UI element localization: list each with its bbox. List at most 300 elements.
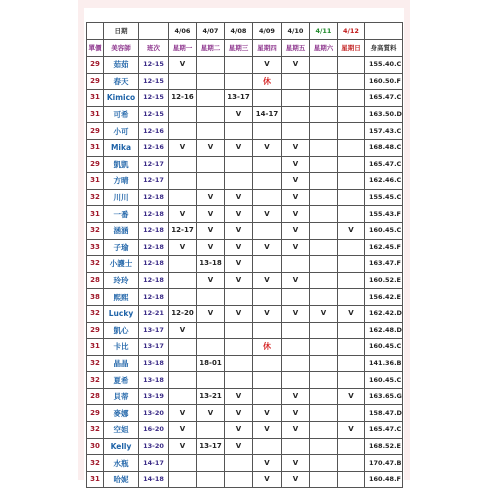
shift-cell: 13-18 (139, 355, 169, 372)
table-row (87, 305, 403, 322)
name-cell: 川川 (104, 189, 139, 206)
day-cell: V (225, 422, 253, 439)
name-cell: 春天 (104, 73, 139, 90)
table-row (87, 222, 403, 239)
day-cell (338, 73, 365, 90)
day-cell (282, 90, 310, 107)
col-header-data: 身高質料 (365, 40, 403, 57)
day-cell: 12-16 (169, 90, 197, 107)
shift-cell: 12-18 (139, 289, 169, 306)
profile-cell: 160.50.F (365, 73, 403, 90)
price-cell: 31 (87, 90, 104, 107)
day-cell: V (338, 305, 365, 322)
day-cell: V (225, 106, 253, 123)
shift-cell: 12-18 (139, 239, 169, 256)
table-row (87, 388, 403, 405)
day-cell: V (169, 139, 197, 156)
day-cell: V (225, 305, 253, 322)
shift-cell: 13-20 (139, 405, 169, 422)
day-cell (310, 372, 338, 389)
date-cell: 4/09 (253, 23, 282, 40)
table-row (87, 73, 403, 90)
table-row (87, 372, 403, 389)
shift-cell: 12-18 (139, 256, 169, 273)
name-cell: 麥娜 (104, 405, 139, 422)
date-cell: 4/08 (225, 23, 253, 40)
day-cell: 13-18 (197, 256, 225, 273)
name-cell: 涵涵 (104, 222, 139, 239)
profile-cell: 168.52.E (365, 438, 403, 455)
day-cell: V (197, 239, 225, 256)
day-cell (310, 90, 338, 107)
blank-cell (365, 23, 403, 40)
profile-cell: 163.50.D (365, 106, 403, 123)
day-cell: 14-17 (253, 106, 282, 123)
col-header-name: 美容師 (104, 40, 139, 57)
day-cell (282, 355, 310, 372)
day-cell (169, 106, 197, 123)
day-cell: 13-21 (197, 388, 225, 405)
day-cell: V (282, 139, 310, 156)
table-row (87, 173, 403, 190)
day-cell (338, 90, 365, 107)
day-cell: V (197, 272, 225, 289)
shift-cell: 13-17 (139, 322, 169, 339)
shift-cell: 13-17 (139, 339, 169, 356)
day-cell (338, 206, 365, 223)
table-row (87, 123, 403, 140)
day-cell (169, 256, 197, 273)
day-cell: V (225, 272, 253, 289)
day-cell (197, 422, 225, 439)
day-cell (338, 272, 365, 289)
day-cell: V (253, 206, 282, 223)
price-cell: 29 (87, 322, 104, 339)
name-cell: Lucky (104, 305, 139, 322)
day-cell: V (253, 405, 282, 422)
profile-cell: 160.45.C (365, 339, 403, 356)
date-label: 日期 (104, 23, 139, 40)
day-cell (197, 173, 225, 190)
day-cell (253, 189, 282, 206)
name-cell: 夏希 (104, 372, 139, 389)
day-cell: V (225, 256, 253, 273)
price-cell: 31 (87, 206, 104, 223)
day-cell: V (169, 405, 197, 422)
name-cell: 凱心 (104, 322, 139, 339)
shift-cell: 12-15 (139, 106, 169, 123)
day-cell (338, 139, 365, 156)
day-cell (169, 355, 197, 372)
table-row (87, 90, 403, 107)
price-cell: 38 (87, 289, 104, 306)
day-cell: V (169, 422, 197, 439)
name-cell: 哈妮 (104, 471, 139, 488)
price-cell: 31 (87, 139, 104, 156)
profile-cell: 157.43.C (365, 123, 403, 140)
day-cell (310, 239, 338, 256)
profile-cell: 155.40.C (365, 57, 403, 74)
day-cell (253, 388, 282, 405)
day-cell (282, 289, 310, 306)
shift-cell: 12-17 (139, 156, 169, 173)
day-cell: V (197, 206, 225, 223)
profile-cell: 158.47.D (365, 405, 403, 422)
profile-cell: 165.47.C (365, 90, 403, 107)
name-cell: 茹茹 (104, 57, 139, 74)
day-cell (338, 455, 365, 472)
name-cell: 空姐 (104, 422, 139, 439)
day-cell: V (282, 305, 310, 322)
profile-cell: 170.47.B (365, 455, 403, 472)
table-row (87, 405, 403, 422)
table-row (87, 256, 403, 273)
day-cell: V (282, 405, 310, 422)
name-cell: 凱凱 (104, 156, 139, 173)
day-cell (253, 123, 282, 140)
day-cell (197, 106, 225, 123)
day-cell (169, 289, 197, 306)
name-cell: Kimico (104, 90, 139, 107)
date-cell: 4/12 (338, 23, 365, 40)
table-row (87, 422, 403, 439)
profile-cell: 160.52.E (365, 272, 403, 289)
schedule-table (86, 22, 403, 488)
table-row (87, 355, 403, 372)
day-cell: V (225, 206, 253, 223)
day-cell (225, 57, 253, 74)
day-cell: V (253, 422, 282, 439)
day-cell (169, 123, 197, 140)
profile-cell: 155.45.C (365, 189, 403, 206)
table-row (87, 156, 403, 173)
day-cell: V (225, 139, 253, 156)
day-cell: V (197, 405, 225, 422)
day-cell (310, 189, 338, 206)
name-cell: 子瑜 (104, 239, 139, 256)
day-cell: V (282, 388, 310, 405)
shift-cell: 13-19 (139, 388, 169, 405)
day-cell: V (282, 272, 310, 289)
day-cell: V (169, 57, 197, 74)
profile-cell: 141.36.B (365, 355, 403, 372)
price-cell: 29 (87, 57, 104, 74)
day-cell (225, 355, 253, 372)
price-cell: 31 (87, 471, 104, 488)
schedule-sheet (84, 8, 404, 488)
shift-cell: 12-18 (139, 189, 169, 206)
price-cell: 32 (87, 189, 104, 206)
day-cell (338, 339, 365, 356)
name-cell: 可希 (104, 106, 139, 123)
day-cell (310, 438, 338, 455)
day-cell (253, 173, 282, 190)
day-cell: V (282, 206, 310, 223)
shift-cell: 12-16 (139, 139, 169, 156)
day-cell (338, 106, 365, 123)
profile-cell: 162.42.D (365, 305, 403, 322)
shift-cell: 13-18 (139, 372, 169, 389)
name-cell: 卡比 (104, 339, 139, 356)
weekday-cell: 星期日 (338, 40, 365, 57)
table-row (87, 272, 403, 289)
price-cell: 32 (87, 455, 104, 472)
day-cell: V (282, 455, 310, 472)
name-cell: 玲玲 (104, 272, 139, 289)
price-cell: 33 (87, 239, 104, 256)
day-cell (197, 289, 225, 306)
name-cell: 小可 (104, 123, 139, 140)
day-cell (169, 173, 197, 190)
name-cell: Mika (104, 139, 139, 156)
day-cell (197, 90, 225, 107)
day-cell (197, 156, 225, 173)
day-cell: V (253, 57, 282, 74)
day-cell (282, 123, 310, 140)
day-cell (310, 222, 338, 239)
day-cell: V (282, 422, 310, 439)
day-cell (282, 372, 310, 389)
day-cell: V (169, 239, 197, 256)
day-cell (338, 372, 365, 389)
weekday-cell: 星期五 (282, 40, 310, 57)
day-cell: V (338, 422, 365, 439)
day-cell: V (282, 471, 310, 488)
table-row (87, 106, 403, 123)
day-cell: 休 (253, 339, 282, 356)
table-row (87, 322, 403, 339)
day-cell (310, 289, 338, 306)
day-cell: V (338, 222, 365, 239)
day-cell (282, 73, 310, 90)
day-cell (338, 189, 365, 206)
day-cell (310, 256, 338, 273)
shift-cell: 12-21 (139, 305, 169, 322)
day-cell (338, 355, 365, 372)
profile-cell: 163.65.G (365, 388, 403, 405)
day-cell: 13-17 (197, 438, 225, 455)
day-cell: V (225, 189, 253, 206)
day-cell (169, 272, 197, 289)
shift-cell: 14-17 (139, 455, 169, 472)
day-cell: 13-17 (225, 90, 253, 107)
day-cell (253, 438, 282, 455)
day-cell (310, 106, 338, 123)
day-cell: V (225, 405, 253, 422)
day-cell (282, 322, 310, 339)
day-cell: 12-17 (169, 222, 197, 239)
day-cell: V (225, 239, 253, 256)
price-cell: 32 (87, 372, 104, 389)
price-cell: 29 (87, 156, 104, 173)
table-row (87, 289, 403, 306)
day-cell (197, 322, 225, 339)
day-cell (310, 139, 338, 156)
profile-cell: 168.48.C (365, 139, 403, 156)
day-cell: V (282, 156, 310, 173)
name-cell: 水瓶 (104, 455, 139, 472)
day-cell (253, 222, 282, 239)
day-cell: V (169, 206, 197, 223)
day-cell: V (282, 57, 310, 74)
day-cell (253, 256, 282, 273)
day-cell (225, 173, 253, 190)
price-cell: 28 (87, 388, 104, 405)
day-cell (169, 156, 197, 173)
date-cell: 4/06 (169, 23, 197, 40)
day-cell (225, 123, 253, 140)
day-cell (310, 355, 338, 372)
day-cell (169, 73, 197, 90)
day-cell: V (169, 438, 197, 455)
shift-cell: 13-20 (139, 438, 169, 455)
shift-cell: 16-20 (139, 422, 169, 439)
day-cell (338, 405, 365, 422)
price-cell: 31 (87, 173, 104, 190)
day-cell (310, 206, 338, 223)
price-cell: 31 (87, 106, 104, 123)
shift-cell: 12-16 (139, 123, 169, 140)
day-cell: 12-20 (169, 305, 197, 322)
name-cell: 一番 (104, 206, 139, 223)
day-cell (282, 339, 310, 356)
column-header-row (87, 40, 403, 57)
weekday-cell: 星期二 (197, 40, 225, 57)
profile-cell: 165.47.C (365, 422, 403, 439)
profile-cell: 165.47.C (365, 156, 403, 173)
price-cell: 32 (87, 256, 104, 273)
profile-cell: 156.42.E (365, 289, 403, 306)
profile-cell: 162.48.D (365, 322, 403, 339)
day-cell (310, 156, 338, 173)
day-cell (225, 322, 253, 339)
day-cell (253, 289, 282, 306)
blank-cell (139, 23, 169, 40)
day-cell (338, 173, 365, 190)
day-cell: V (282, 222, 310, 239)
col-header-class: 班次 (139, 40, 169, 57)
day-cell (310, 57, 338, 74)
shift-cell: 12-17 (139, 173, 169, 190)
day-cell (253, 156, 282, 173)
day-cell: V (169, 322, 197, 339)
day-cell (225, 73, 253, 90)
day-cell (338, 322, 365, 339)
price-cell: 29 (87, 123, 104, 140)
name-cell: 方晴 (104, 173, 139, 190)
name-cell: 貝蒂 (104, 388, 139, 405)
day-cell (282, 438, 310, 455)
day-cell (310, 422, 338, 439)
day-cell (310, 73, 338, 90)
name-cell: 熙熙 (104, 289, 139, 306)
day-cell (197, 455, 225, 472)
day-cell (169, 455, 197, 472)
day-cell (253, 322, 282, 339)
day-cell (169, 189, 197, 206)
profile-cell: 160.48.F (365, 471, 403, 488)
day-cell: V (253, 455, 282, 472)
day-cell: V (197, 189, 225, 206)
day-cell (197, 339, 225, 356)
shift-cell: 12-18 (139, 272, 169, 289)
day-cell (169, 372, 197, 389)
day-cell (225, 339, 253, 356)
table-row (87, 57, 403, 74)
day-cell (197, 123, 225, 140)
weekday-cell: 星期六 (310, 40, 338, 57)
day-cell: 休 (253, 73, 282, 90)
table-row (87, 189, 403, 206)
weekday-cell: 星期三 (225, 40, 253, 57)
day-cell (225, 372, 253, 389)
day-cell (338, 156, 365, 173)
day-cell (310, 455, 338, 472)
shift-cell: 12-18 (139, 222, 169, 239)
price-cell: 32 (87, 422, 104, 439)
price-cell: 32 (87, 355, 104, 372)
shift-cell: 12-15 (139, 90, 169, 107)
col-header-num: 單價 (87, 40, 104, 57)
table-row (87, 438, 403, 455)
table-row (87, 455, 403, 472)
shift-cell: 14-18 (139, 471, 169, 488)
day-cell (310, 322, 338, 339)
table-row (87, 139, 403, 156)
date-header-row (87, 23, 403, 40)
day-cell (338, 438, 365, 455)
day-cell (197, 57, 225, 74)
profile-cell: 163.47.F (365, 256, 403, 273)
day-cell: 18-01 (197, 355, 225, 372)
price-cell: 31 (87, 339, 104, 356)
price-cell: 29 (87, 405, 104, 422)
price-cell: 32 (87, 305, 104, 322)
name-cell: Kelly (104, 438, 139, 455)
day-cell (197, 73, 225, 90)
shift-cell: 12-15 (139, 57, 169, 74)
day-cell: V (282, 189, 310, 206)
day-cell (225, 289, 253, 306)
day-cell: V (310, 305, 338, 322)
day-cell: V (253, 239, 282, 256)
day-cell (338, 256, 365, 273)
day-cell (338, 57, 365, 74)
day-cell: V (253, 305, 282, 322)
price-cell: 30 (87, 438, 104, 455)
day-cell: V (338, 388, 365, 405)
day-cell: V (197, 222, 225, 239)
day-cell (282, 106, 310, 123)
day-cell: V (225, 438, 253, 455)
day-cell (225, 455, 253, 472)
day-cell: V (197, 305, 225, 322)
day-cell: V (282, 239, 310, 256)
day-cell (169, 388, 197, 405)
weekday-cell: 星期四 (253, 40, 282, 57)
day-cell (338, 239, 365, 256)
day-cell (310, 123, 338, 140)
day-cell: V (225, 222, 253, 239)
day-cell: V (253, 272, 282, 289)
weekday-cell: 星期一 (169, 40, 197, 57)
day-cell (225, 156, 253, 173)
day-cell (310, 388, 338, 405)
day-cell (169, 339, 197, 356)
date-cell: 4/10 (282, 23, 310, 40)
day-cell (253, 372, 282, 389)
price-cell: 28 (87, 272, 104, 289)
